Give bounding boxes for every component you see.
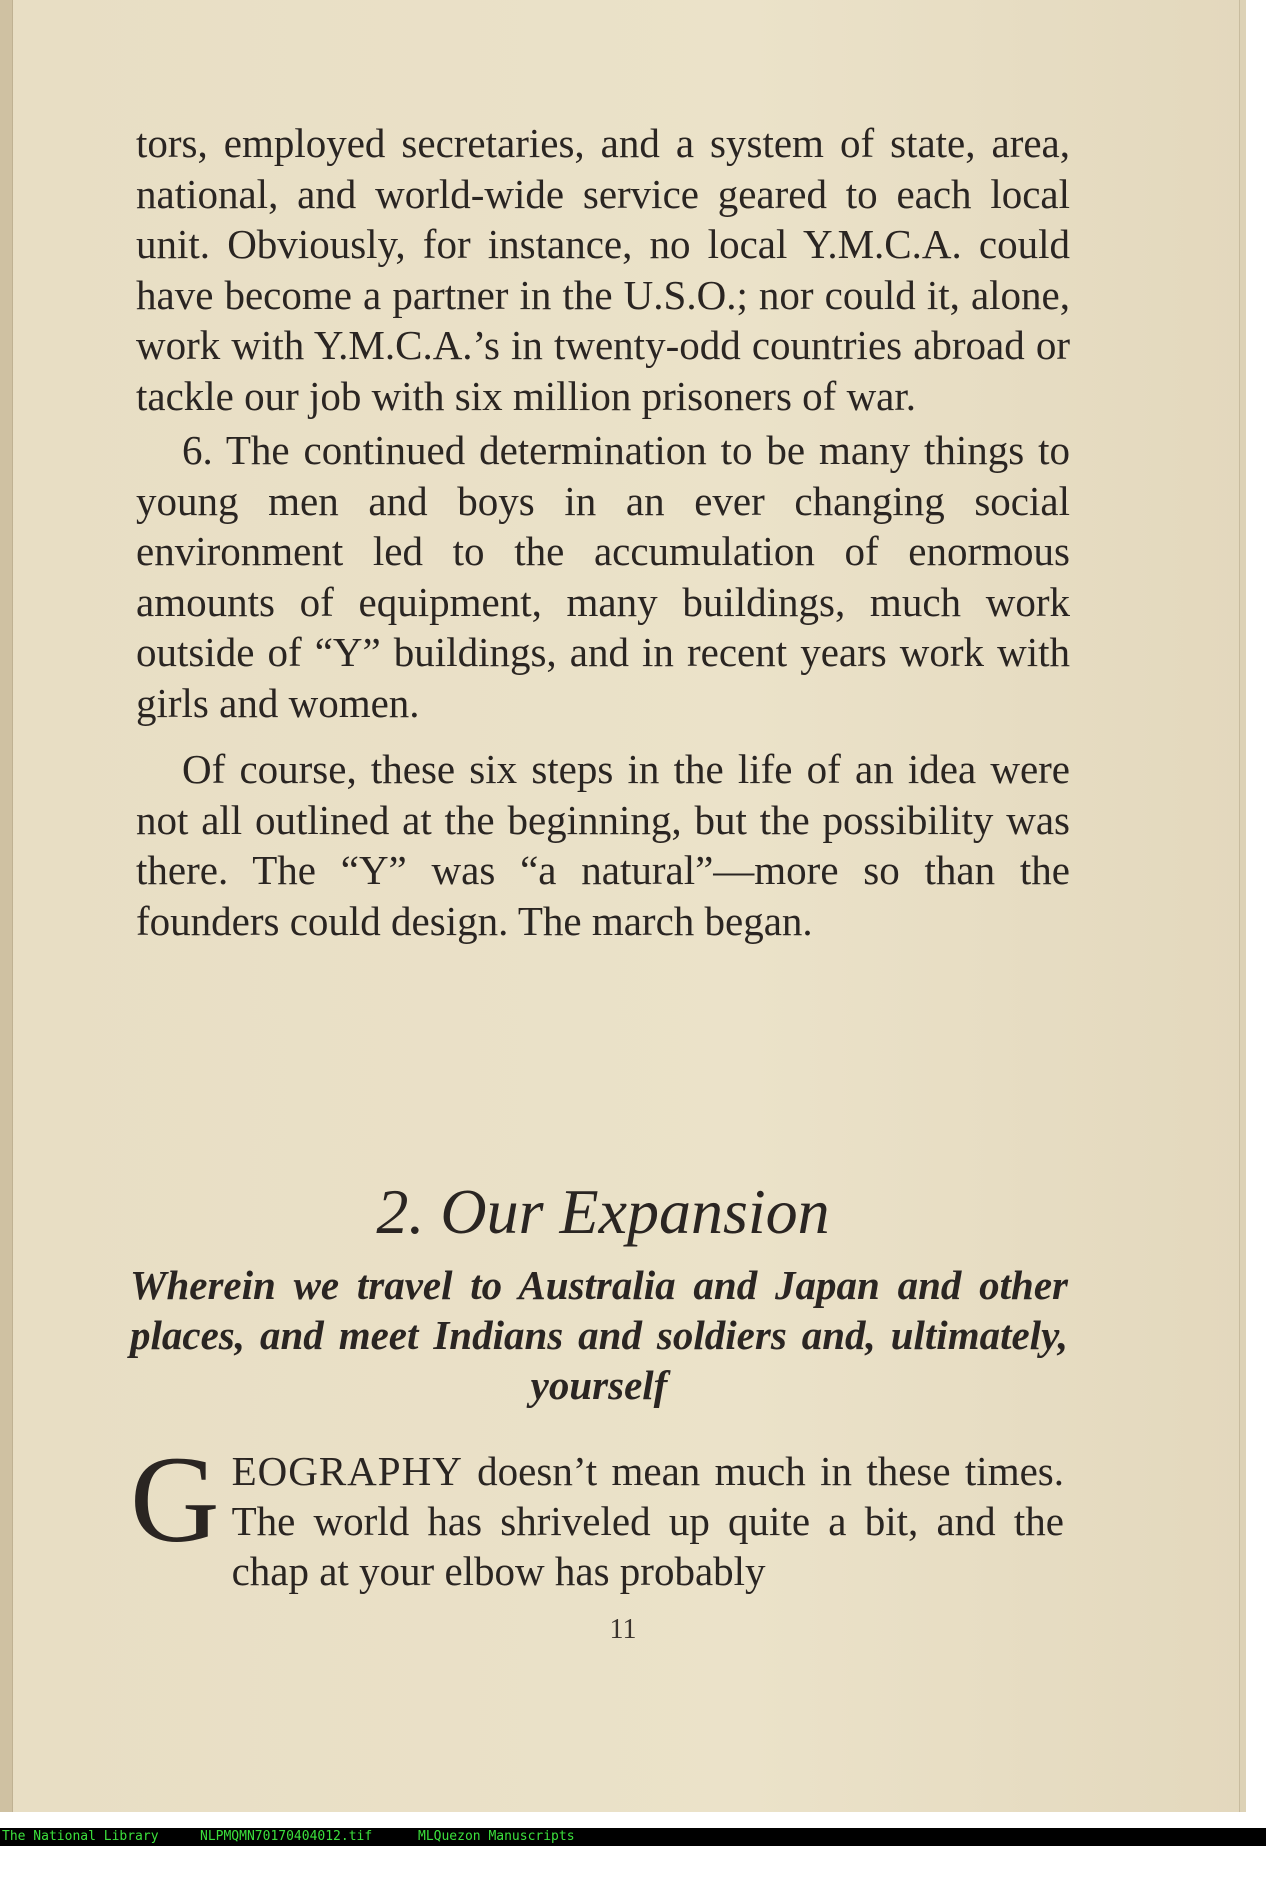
page-number: 11 xyxy=(609,1614,637,1645)
paragraph-of-course: Of course, these six steps in the life of an idea were not all outlined at the beginning, but the possibility was there. The “Y” was “a natural”—more so than the founders could design. The march began. xyxy=(136,746,1070,944)
footer-collection: MLQuezon Manuscripts xyxy=(418,1829,575,1844)
paragraph-step-6: 6. The continued determination to be many things to young men and boys in an ever changing social environment led to the accumulation of enormous amounts of equipment, many buildings, much work outside of “Y” buildings, and in recent years work with girls and women. xyxy=(136,427,1070,726)
archive-footer-bar xyxy=(0,1828,1266,1846)
opening-paragraph xyxy=(130,1431,1064,1596)
chapter-heading: 2. Our Expansion xyxy=(376,1176,830,1247)
page-right-edge xyxy=(1239,0,1246,1812)
opening-text: doesn’t mean much in these times. The world has shriveled up quite a bit, and the chap at your elbow has probably xyxy=(231,1448,1064,1594)
footer-library: The National Library xyxy=(2,1829,159,1844)
paragraph-continued: tors, employed secretaries, and a system of state, area, national, and world-wide service geared to each local unit. Obviously, for instance, no local Y.M.C.A. could have become a partner in the U.S.O.; nor could it, alone, work with Y.M.C.A.’s in twenty-odd countries abroad or tackle our job with six million prisoners of war. xyxy=(136,120,1070,419)
drop-cap: G xyxy=(130,1431,220,1568)
page-fold-shadow xyxy=(0,0,13,1812)
small-caps-lead: EOGRAPHY xyxy=(231,1448,463,1494)
chapter-subheading: Wherein we travel to Australia and Japan and other places, and meet Indians and soldiers and, ultimately, yourself xyxy=(130,1262,1068,1408)
footer-file-name: NLPMQMN70170404012.tif xyxy=(200,1829,373,1844)
body-text xyxy=(136,118,1070,946)
